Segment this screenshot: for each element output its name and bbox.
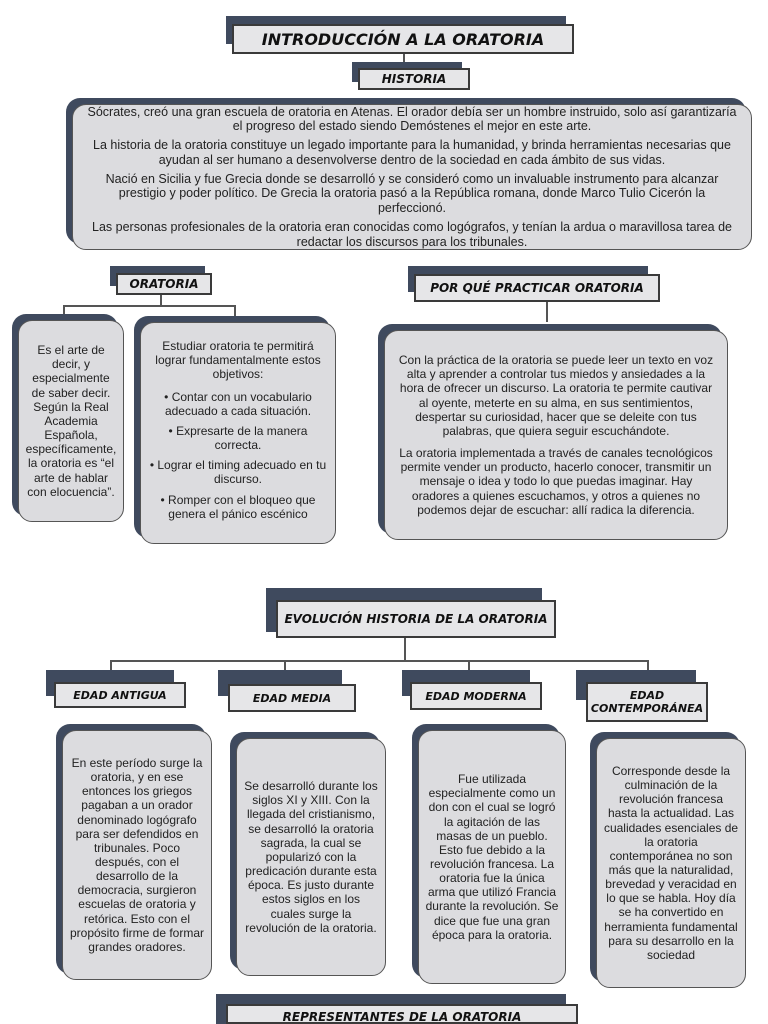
porque-paragraph: La oratoria implementada a través de canales tecnológicos permite vender un producto, hacerlo conocer, transmitir un mensaje o idea y todo lo que puedas imaginar. Hay oradores a quienes escuchamos, y otros a quienes no podemos dejar de escuchar: allí radica la diferencia. (399, 446, 713, 517)
era-label-contemporanea: EDAD CONTEMPORÁNEA (586, 682, 708, 722)
connector (63, 305, 235, 307)
era-text: Fue utilizada especialmente como un don con el cual se logró la agitación de las masas de un pueblo. Esto fue debido a la revolución francesa. La oratoria fue la única arma que utilizó Francia durante la revolución. Se dice que fue una gran época para la oratoria. (425, 772, 559, 942)
era-card-moderna (418, 730, 566, 984)
era-text: Corresponde desde la culminación de la revolución francesa hasta la actualidad. Las cualidades esenciales de la oratoria contemporánea no son más que la naturalidad, brevedad y veracidad en lo que se habla. Hoy día se ha convertido en herramienta fundamental para su desarrollo en la sociedad (603, 763, 739, 962)
oratoria-objectives-card (140, 322, 336, 544)
historia-paragraph: La historia de la oratoria constituye un legado importante para la humanidad, y brinda herramientas necesarias que ayudan al ser humano a desenvolverse dentro de la sociedad en cada ámbito de sus vidas. (93, 138, 731, 167)
connector (160, 295, 162, 305)
connector (404, 638, 406, 660)
connector (110, 660, 648, 662)
oratoria-definition-card (18, 320, 124, 522)
historia-label: HISTORIA (358, 68, 470, 90)
oratoria-definition: Es el arte de decir, y especialmente de saber decir. Según la Real Academia Española, específicamente, la oratoria es “el arte de hablar con elocuencia”. (25, 343, 117, 499)
objective-item: • Romper con el bloqueo que genera el pánico escénico (149, 493, 327, 521)
era-card-media (236, 738, 386, 976)
porque-paragraph: Con la práctica de la oratoria se puede leer un texto en voz alta y aprender a controlar tus miedos y ansiedades a la hora de ofrecer un discurso. La oratoria te permite cautivar al oyente, meterte en su alma, en sus sentimientos, despertar su curiosidad, hacer que se deleite con tus palabras, que quiera seguir escuchándote. (398, 353, 714, 438)
objective-item: • Lograr el timing adecuado en tu discurso. (149, 458, 327, 486)
historia-paragraph: Sócrates, creó una gran escuela de oratoria en Atenas. El orador debía ser un hombre instruido, solo así garantizaría el progreso del estado siendo Demóstenes el mejor en este arte. (87, 104, 737, 134)
oratoria-intro: Estudiar oratoria te permitirá lograr fundamentalmente estos objetivos: (155, 339, 321, 382)
era-label-moderna: EDAD MODERNA (410, 682, 542, 710)
era-text: En este período surge la oratoria, y en ese entonces los griegos pagaban a un orador denominado logógrafo para ser defendidos en tribunales. Poco después, con el desarrollo de la democracia, surgieron escuelas de oratoria y retórica. Esto con el propósito firme de formar grandes oradores. (69, 755, 205, 954)
era-label-antigua: EDAD ANTIGUA (54, 682, 186, 708)
historia-paragraph: Las personas profesionales de la oratoria eran conocidas como logógrafos, y tenían la ardua o maravillosa tarea de redactar los discursos para los tribunales. (92, 219, 732, 249)
historia-card (72, 104, 752, 250)
era-text: Se desarrolló durante los siglos XI y XIII. Con la llegada del cristianismo, se desarrolló la oratoria sagrada, la cual se popularizó con la predicación durante esta época. Es justo durante estos siglos en los cuales surge la revolución de la oratoria. (244, 779, 378, 935)
objective-item: • Contar con un vocabulario adecuado a cada situación. (149, 390, 327, 418)
connector (546, 302, 548, 322)
connector (63, 305, 65, 317)
oratoria-label: ORATORIA (116, 273, 212, 295)
representantes-label: REPRESENTANTES DE LA ORATORIA (226, 1004, 578, 1024)
historia-paragraph: Nació en Sicilia y fue Grecia donde se desarrolló y se consideró como un invaluable instrumento para alcanzar prestigio y poder político. De Grecia la oratoria pasó a la República romana, donde Marco Tulio Cicerón la perfeccionó. (105, 171, 719, 216)
connector (234, 305, 236, 317)
porque-label: POR QUÉ PRACTICAR ORATORIA (414, 274, 660, 302)
era-card-contemporanea (596, 738, 746, 988)
evolucion-label: EVOLUCIÓN HISTORIA DE LA ORATORIA (276, 600, 556, 638)
era-card-antigua (62, 730, 212, 980)
objectives-list (149, 384, 327, 527)
page-title: INTRODUCCIÓN A LA ORATORIA (232, 24, 574, 54)
objective-item: • Expresarte de la manera correcta. (149, 424, 327, 452)
era-label-media: EDAD MEDIA (228, 684, 356, 712)
porque-card (384, 330, 728, 540)
